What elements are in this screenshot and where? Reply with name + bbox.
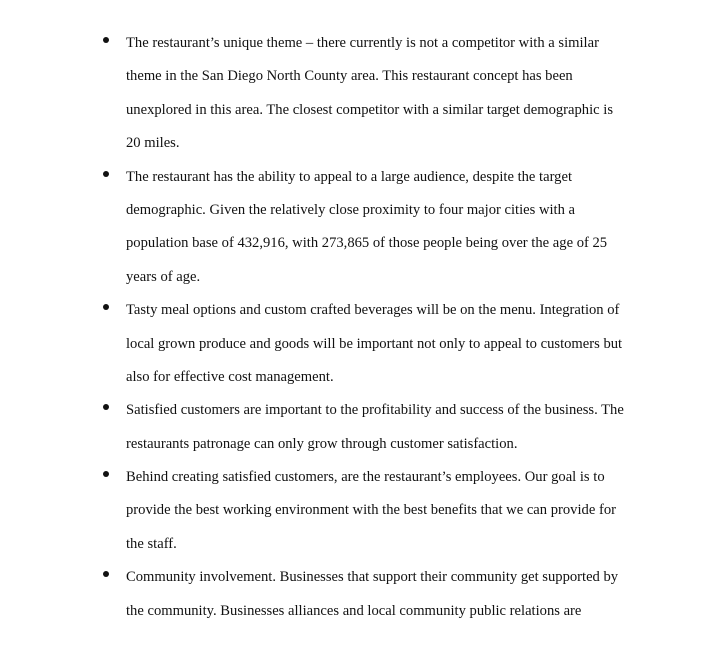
list-item — [0, 27, 720, 161]
list-item-text — [126, 461, 626, 561]
list-item — [0, 561, 720, 628]
text-line: years of age. — [126, 268, 201, 285]
text-line: population base of 432,916, with 273,865 of those people being over the age of 25 — [126, 235, 608, 252]
text-line: demographic. Given the relatively close proximity to four major cities with a — [126, 201, 576, 218]
text-line: 20 miles. — [126, 135, 180, 152]
list-item-text — [126, 27, 626, 161]
list-item-text — [126, 394, 626, 461]
text-line: local grown produce and goods will be important not only to appeal to customers but — [126, 335, 623, 352]
text-line: The restaurant’s unique theme – there currently is not a competitor with a similar — [126, 35, 599, 51]
text-line: the staff. — [126, 535, 177, 552]
text-line: Behind creating satisfied customers, are the restaurant’s employees. Our goal is to — [126, 469, 605, 486]
bullet-icon — [103, 571, 109, 577]
bullet-list — [0, 27, 720, 628]
text-line: The restaurant has the ability to appeal to a large audience, despite the target — [126, 168, 573, 185]
text-line: unexplored in this area. The closest competitor with a similar target demographic is — [126, 101, 614, 118]
text-line: the community. Businesses alliances and local community public relations are — [126, 602, 582, 619]
text-line: theme in the San Diego North County area. This restaurant concept has been — [126, 68, 573, 85]
list-item — [0, 161, 720, 295]
text-line: Tasty meal options and custom crafted beverages will be on the menu. Integration of — [126, 302, 620, 319]
list-item-text — [126, 294, 626, 394]
text-line: Community involvement. Businesses that support their community get supported by — [126, 569, 619, 586]
bullet-icon — [103, 171, 109, 177]
list-item-text — [126, 561, 626, 628]
text-line: also for effective cost management. — [126, 368, 334, 385]
text-line: Satisfied customers are important to the profitability and success of the business. The — [126, 402, 624, 419]
bullet-icon — [103, 404, 109, 410]
list-item — [0, 294, 720, 394]
bullet-icon — [103, 304, 109, 310]
text-line: provide the best working environment with the best benefits that we can provide for — [126, 502, 616, 519]
list-item — [0, 394, 720, 461]
bullet-icon — [103, 37, 109, 43]
list-item — [0, 461, 720, 561]
text-line: restaurants patronage can only grow through customer satisfaction. — [126, 435, 518, 452]
list-item-text — [126, 161, 626, 295]
bullet-icon — [103, 471, 109, 477]
